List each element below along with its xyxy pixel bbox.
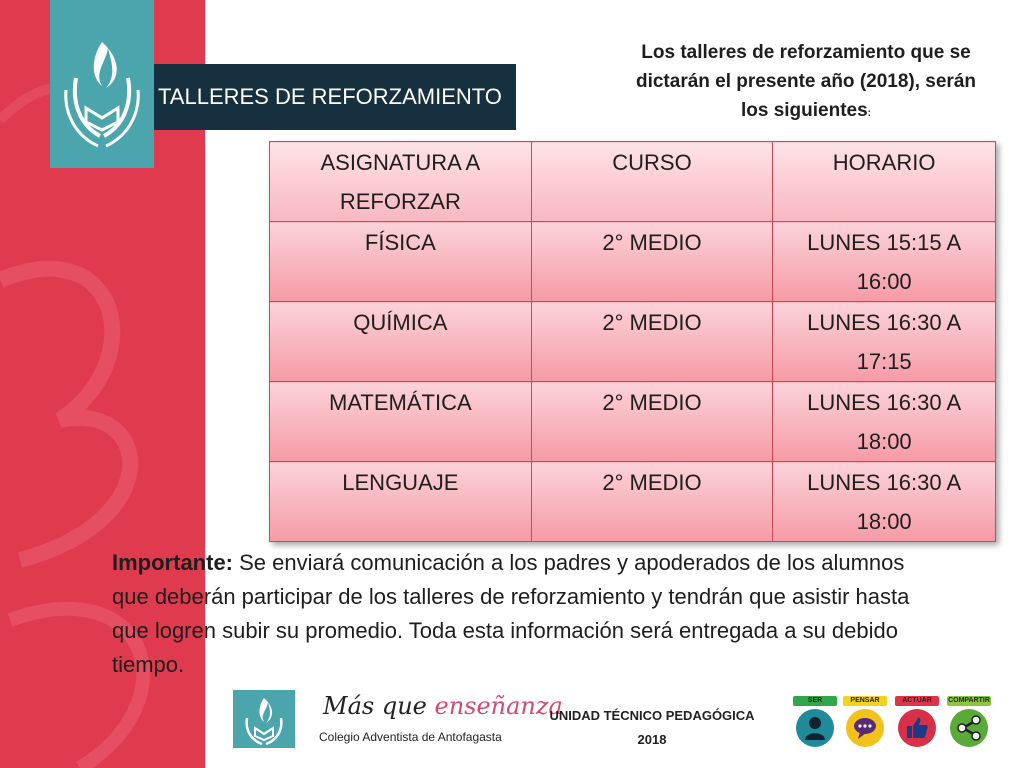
cell-schedule: LUNES 16:30 A 18:00: [773, 462, 996, 542]
badge-label: SER: [793, 696, 837, 706]
flame-hands-logo-icon: [50, 0, 154, 168]
school-logo: [50, 0, 154, 168]
unit-year: 2018: [637, 732, 667, 747]
badge-label: COMPARTIR: [948, 697, 990, 704]
slogan: [323, 692, 563, 720]
workshops-table: [269, 141, 996, 542]
cell-schedule: LUNES 16:30 A 17:15: [773, 302, 996, 382]
badge-compartir: [947, 696, 991, 747]
unit-name: UNIDAD TÉCNICO PEDAGÓGICA: [549, 708, 755, 723]
header-subject: ASIGNATURA A REFORZAR: [270, 142, 532, 222]
badge-label: ACTUAR: [895, 696, 939, 706]
cell-course: 2° MEDIO: [531, 462, 773, 542]
intro-sentence: Los talleres de reforzamiento que se dictarán el presente año (2018), serán los siguientes: [635, 42, 977, 121]
page-title: TALLERES DE REFORZAMIENTO: [154, 64, 516, 130]
badge-label: PENSAR: [843, 696, 887, 706]
speech-bubble-icon: [846, 709, 884, 747]
person-icon: [796, 709, 834, 747]
badge-ser: [793, 696, 837, 747]
header-schedule: HORARIO: [773, 142, 996, 222]
slogan-accent: enseñanza: [434, 692, 563, 720]
thumbs-up-icon: [898, 709, 936, 747]
important-note: [112, 546, 912, 682]
cell-course: 2° MEDIO: [531, 302, 773, 382]
share-icon: [950, 709, 988, 747]
slogan-main: Más que: [323, 692, 435, 720]
badge-actuar: [895, 696, 939, 747]
note-label: Importante:: [112, 550, 233, 575]
intro-colon: :: [867, 108, 872, 119]
header-course: CURSO: [531, 142, 773, 222]
cell-schedule: LUNES 16:30 A 18:00: [773, 382, 996, 462]
cell-subject: MATEMÁTICA: [270, 382, 532, 462]
note-text: Se enviará comunicación a los padres y apoderados de los alumnos que deberán participar de los talleres de reforzamiento y tendrán que asistir hasta que logren subir su promedio. Toda esta información será entregada a su debido tiempo.: [112, 550, 910, 677]
cell-subject: FÍSICA: [270, 222, 532, 302]
cell-subject: QUÍMICA: [270, 302, 532, 382]
cell-course: 2° MEDIO: [531, 382, 773, 462]
cell-schedule: LUNES 15:15 A 16:00: [773, 222, 996, 302]
flame-hands-small-icon: [233, 690, 295, 748]
cell-subject: LENGUAJE: [270, 462, 532, 542]
cell-course: 2° MEDIO: [531, 222, 773, 302]
school-name: Colegio Adventista de Antofagasta: [319, 730, 502, 744]
intro-text: [620, 38, 992, 128]
unit-block: [539, 704, 765, 752]
footer: [205, 684, 1024, 768]
table-header-row: [270, 142, 996, 222]
footer-logo: [233, 690, 295, 748]
table-row: [270, 222, 996, 302]
badge-pensar: [843, 696, 887, 747]
table-row: [270, 302, 996, 382]
table-row: [270, 462, 996, 542]
table-row: [270, 382, 996, 462]
